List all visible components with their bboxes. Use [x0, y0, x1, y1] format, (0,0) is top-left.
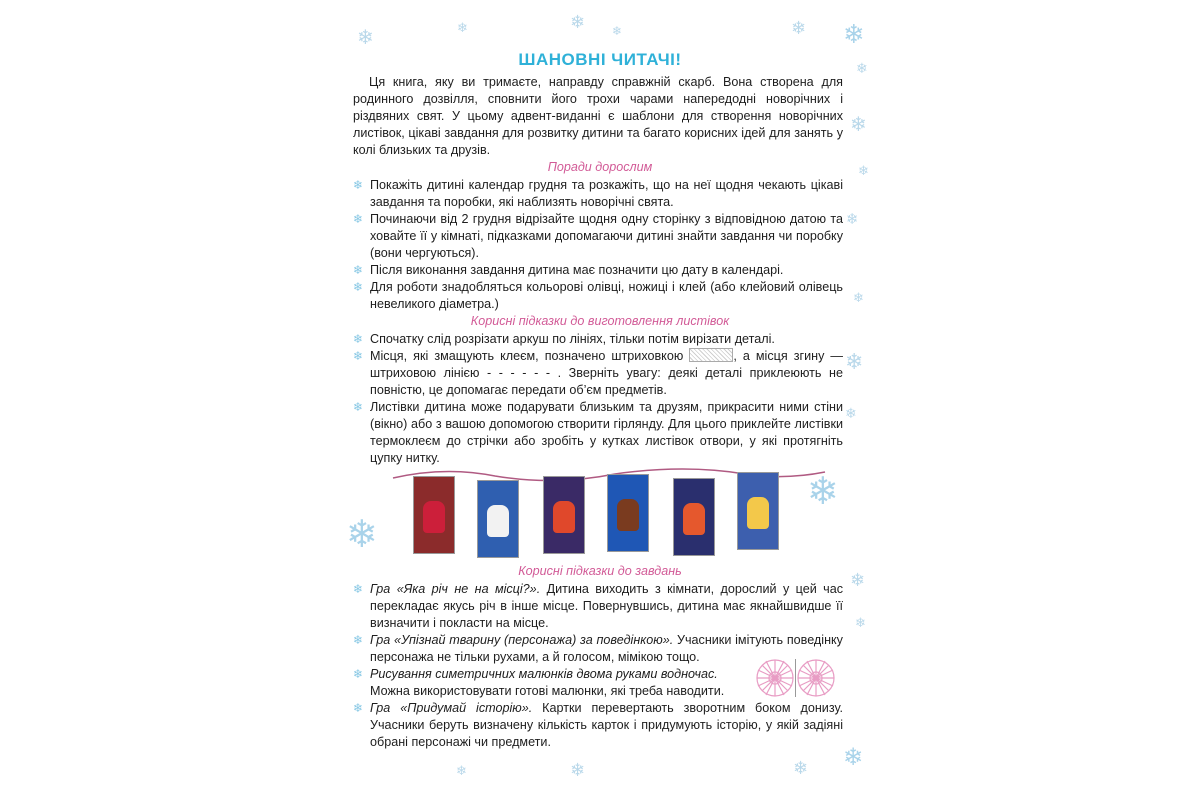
- card-picture: [683, 503, 705, 535]
- greeting-card: [737, 472, 779, 550]
- section-heading-tasks: Корисні підказки до завдань: [518, 564, 682, 578]
- snowflake-icon: ❄: [858, 164, 869, 179]
- snowflake-icon: ❄: [612, 24, 623, 38]
- snowflake-bullet-icon: ❄: [353, 332, 364, 346]
- list-item: ❄ Рисування симетричних малюнків двома руками водночас. Можна використовувати готові малюнки, які треба наводити.: [353, 667, 725, 698]
- section-heading-adults: Поради дорослим: [547, 160, 653, 174]
- page: [345, 0, 855, 800]
- snowflake-icon: ❄: [843, 743, 864, 771]
- snowflake-icon: ❄: [793, 758, 809, 779]
- card-picture: [423, 501, 445, 533]
- list-item: ❄ Для роботи знадобляться кольорові олівці, ножиці і клей (або клейовий олівець невеликого діаметра.): [353, 280, 843, 311]
- snowflake-icon: ❄: [846, 210, 859, 228]
- snowflake-bullet-icon: ❄: [353, 349, 364, 363]
- snowflake-icon: ❄: [843, 20, 865, 50]
- cards-tips-list: [353, 331, 843, 467]
- garland-illustration: [385, 462, 835, 562]
- list-item: ❄ Гра «Придумай історію». Картки перевертають зворотним боком донизу. Учасники беруть визначену кількість карток і придумують історію, у якій задіяні обрані персонажі чи предмети.: [353, 701, 843, 749]
- card-picture: [747, 497, 769, 529]
- snowflake-icon: ❄: [845, 350, 864, 375]
- snowflake-bullet-icon: ❄: [353, 212, 364, 226]
- snowflake-bullet-icon: ❄: [353, 400, 364, 414]
- greeting-card: [543, 476, 585, 554]
- snowflake-icon: ❄: [853, 291, 864, 306]
- snowflake-bullet-icon: ❄: [353, 667, 364, 681]
- snowflake-icon: ❄: [850, 112, 867, 136]
- snowflake-icon: ❄: [845, 406, 857, 422]
- snowflake-icon: ❄: [850, 570, 866, 591]
- list-item: ❄ Починаючи від 2 грудня відрізайте щодня одну сторінку з відповідною датою та ховайте її у кімнаті, підказками допомагаючи дитині знайти завдання чи поробку (вони чергуються).: [353, 212, 843, 260]
- snowflake-icon: ❄: [570, 760, 586, 781]
- list-item: ❄ Після виконання завдання дитина має позначити цю дату в календарі.: [353, 263, 784, 277]
- greeting-card: [607, 474, 649, 552]
- card-picture: [553, 501, 575, 533]
- page-title: ШАНОВНІ ЧИТАЧІ!: [518, 50, 682, 69]
- snowflake-bullet-icon: ❄: [353, 178, 364, 192]
- snowflake-icon: ❄: [456, 764, 467, 779]
- section-heading-cards: Корисні підказки до виготовлення листівок: [470, 314, 730, 328]
- snowflake-bullet-icon: ❄: [353, 582, 364, 596]
- snowflake-icon: ❄: [855, 616, 866, 631]
- list-item: ❄ Покажіть дитині календар грудня та розкажіть, що на неї щодня чекають цікаві завдання та поробки, які наблизять новорічні свята.: [353, 178, 843, 209]
- snowflake-icon: ❄: [807, 469, 839, 513]
- intro-paragraph: Ця книга, яку ви тримаєте, направду справжній скарб. Вона створена для родинного дозвілля, сповнити його трохи чарами напередодні новорічних і різдвяних свят. У цьому адвент-виданні є шаблони для створення новорічних листівок, цікаві завдання для розвитку дитини та багато корисних ідей для занять у колі близьких та друзів.: [353, 75, 843, 157]
- greeting-card: [673, 478, 715, 556]
- list-item: ❄ Гра «Упізнай тварину (персонажа) за поведінкою». Учасники імітують поведінку персонажа не тільки рухами, а й голосом, мімікою тощо.: [353, 633, 843, 664]
- list-item: ❄ Листівки дитина може подарувати близьким та друзям, прикрасити ними стіни (вікно) або з вашою допомогою створити гірлянду. Для цього приклейте листівки термоклеєм до стрічки або зробіть у кутках листівок отвори, у які протягніть цупку нитку.: [353, 400, 843, 465]
- snowflake-icon: ❄: [856, 61, 868, 77]
- list-item: ❄ Гра «Яка річ не на місці?». Дитина виходить з кімнати, дорослий у цей час перекладає якусь річ в інше місце. Повернувшись, дитина має якнайшвидше її визначити і покласти на місце.: [353, 582, 843, 630]
- snowflake-icon: ❄: [457, 21, 468, 36]
- snowflake-bullet-icon: ❄: [353, 263, 364, 277]
- snowflake-bullet-icon: ❄: [353, 633, 364, 647]
- advice-list: [353, 177, 843, 313]
- snowflake-icon: ❄: [570, 12, 586, 33]
- card-picture: [487, 505, 509, 537]
- greeting-card: [477, 480, 519, 558]
- card-picture: [617, 499, 639, 531]
- greeting-card: [413, 476, 455, 554]
- glue-hatching-swatch: [689, 348, 733, 362]
- list-item: ❄ Спочатку слід розрізати аркуш по лініях, тільки потім вирізати деталі.: [353, 332, 775, 346]
- snowflake-icon: ❄: [791, 18, 807, 39]
- tasks-tips-list: [353, 581, 843, 751]
- snowflake-icon: ❄: [357, 25, 374, 49]
- snowflake-bullet-icon: ❄: [353, 701, 364, 715]
- snowflake-icon: ❄: [346, 512, 378, 556]
- snowflake-bullet-icon: ❄: [353, 280, 364, 294]
- list-item: ❄ Місця, які змащують клеєм, позначено штриховкою , а місця згину — штриховою лінією - - - - - - . Зверніть увагу: деякі деталі приклеюють не повністю, це допомагає передати об’єм предметів.: [353, 349, 843, 397]
